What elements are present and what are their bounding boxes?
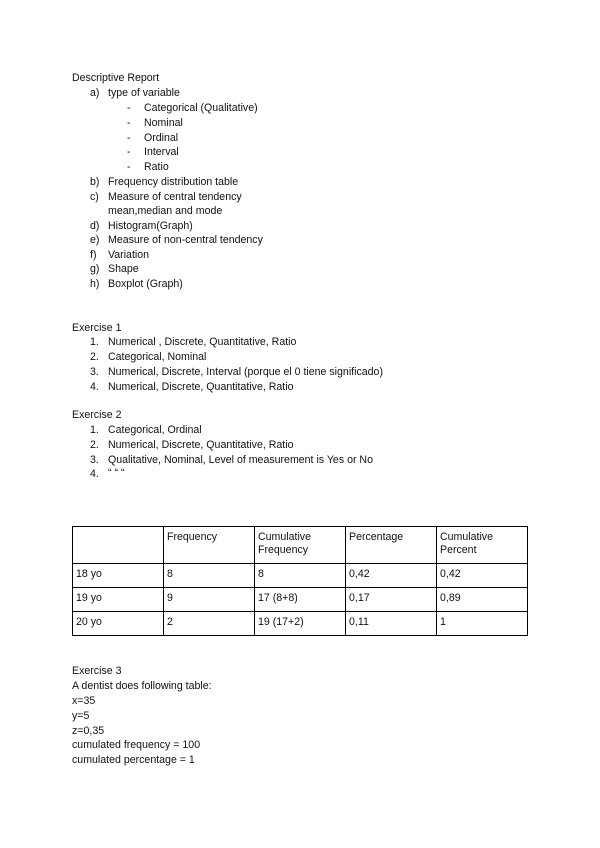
table-cell: 0,42 <box>437 564 528 588</box>
list-item: Measure of central tendency <box>108 191 242 203</box>
table-row <box>73 564 528 588</box>
list-item: Numerical, Discrete, Interval (porque el 0 tiene significado) <box>108 366 383 378</box>
list-item: Measure of non-central tendency <box>108 234 263 246</box>
text-line: y=5 <box>72 710 90 722</box>
list-item: Boxplot (Graph) <box>108 278 183 290</box>
list-item: Shape <box>108 263 139 275</box>
table-cell: 0,42 <box>346 564 437 588</box>
list-item: “ “ “ <box>108 467 125 479</box>
list-marker: 4. <box>90 468 99 480</box>
table-header-cell: Cumulative Frequency <box>255 527 346 564</box>
table-cell: 9 <box>164 588 255 612</box>
list-item: Categorical, Ordinal <box>108 424 202 436</box>
list-item: Numerical , Discrete, Quantitative, Ratio <box>108 336 297 348</box>
list-item: Ratio <box>144 161 169 173</box>
list-marker: - <box>127 102 131 114</box>
table-header-cell: Cumulative Percent <box>437 527 528 564</box>
list-marker: - <box>127 117 131 129</box>
table-header-cell: Frequency <box>164 527 255 564</box>
table-cell: 8 <box>255 564 346 588</box>
table-cell: 8 <box>164 564 255 588</box>
list-item: Numerical, Discrete, Quantitative, Ratio <box>108 439 294 451</box>
table-header-cell <box>73 527 164 564</box>
table-cell: 17 (8+8) <box>255 588 346 612</box>
list-marker: h) <box>90 278 100 290</box>
list-item: Nominal <box>144 117 183 129</box>
list-item: Ordinal <box>144 132 179 144</box>
text-line: A dentist does following table: <box>72 680 212 692</box>
list-marker: 1. <box>90 424 99 436</box>
list-marker: - <box>127 132 131 144</box>
list-marker: 3. <box>90 366 99 378</box>
list-item: Numerical, Discrete, Quantitative, Ratio <box>108 381 294 393</box>
list-item: type of variable <box>108 87 180 99</box>
list-item: Categorical, Nominal <box>108 351 207 363</box>
list-marker: g) <box>90 263 100 275</box>
list-marker: a) <box>90 87 100 99</box>
list-marker: 2. <box>90 351 99 363</box>
table-cell: 0,89 <box>437 588 528 612</box>
exercise1-title: Exercise 1 <box>72 322 122 334</box>
text-line: z=0,35 <box>72 725 105 737</box>
list-item: Categorical (Qualitative) <box>144 102 258 114</box>
list-marker: 2. <box>90 439 99 451</box>
list-marker: 1. <box>90 336 99 348</box>
table-header-cell: Percentage <box>346 527 437 564</box>
text-line: cumulated frequency = 100 <box>72 739 201 751</box>
table-cell: 0,17 <box>346 588 437 612</box>
exercise2-title: Exercise 2 <box>72 409 122 421</box>
text-line: cumulated percentage = 1 <box>72 754 195 766</box>
list-item: Variation <box>108 249 150 261</box>
list-marker: 3. <box>90 454 99 466</box>
list-marker: b) <box>90 176 100 188</box>
table-cell: 20 yo <box>73 612 164 636</box>
list-item-continuation: mean,median and mode <box>108 205 223 217</box>
table-cell: 18 yo <box>73 564 164 588</box>
table-cell: 19 (17+2) <box>255 612 346 636</box>
list-item: Interval <box>144 146 179 158</box>
list-item: Frequency distribution table <box>108 176 239 188</box>
list-marker: - <box>127 161 131 173</box>
list-marker: e) <box>90 234 100 246</box>
table-cell: 1 <box>437 612 528 636</box>
list-marker: - <box>127 146 131 158</box>
table-header-row <box>73 527 528 564</box>
list-item: Qualitative, Nominal, Level of measurement is Yes or No <box>108 454 373 466</box>
table-cell: 19 yo <box>73 588 164 612</box>
table-row <box>73 588 528 612</box>
list-marker: d) <box>90 220 100 232</box>
text-line: x=35 <box>72 695 96 707</box>
table-cell: 0,11 <box>346 612 437 636</box>
list-item: Histogram(Graph) <box>108 220 193 232</box>
list-marker: c) <box>90 191 99 203</box>
table-cell: 2 <box>164 612 255 636</box>
frequency-table <box>72 526 528 636</box>
list-marker: 4. <box>90 381 99 393</box>
exercise3-title: Exercise 3 <box>72 665 122 677</box>
report-title: Descriptive Report <box>72 72 160 84</box>
table-row <box>73 612 528 636</box>
list-marker: f) <box>90 249 97 261</box>
